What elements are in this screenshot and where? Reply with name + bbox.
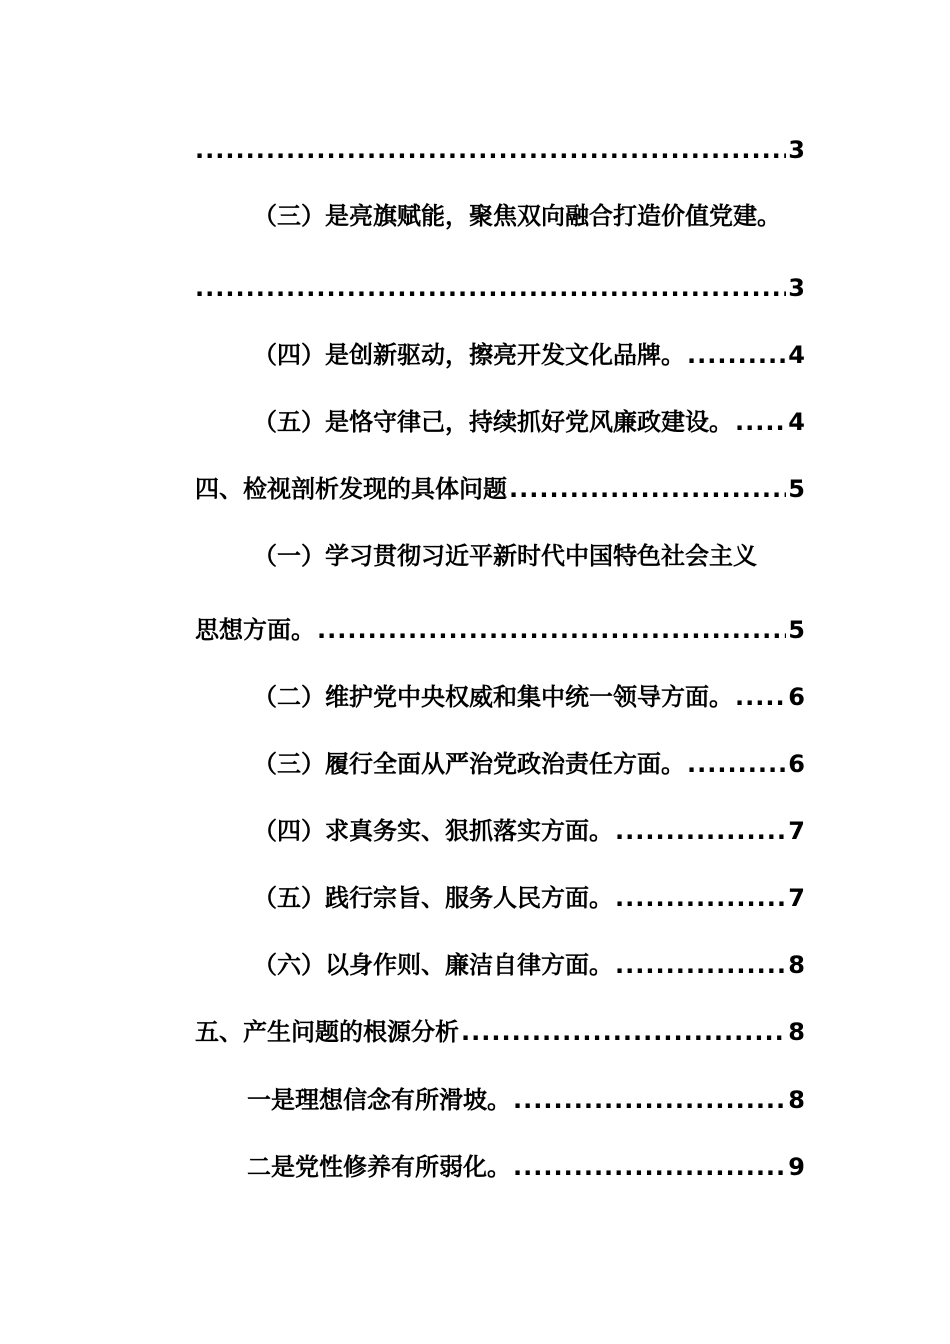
toc-leader-dots <box>615 878 786 918</box>
toc-leader-dots <box>687 744 786 784</box>
toc-page-number: 8 <box>788 951 805 979</box>
toc-entry <box>253 744 805 784</box>
toc-entry-title: 思想方面。 <box>195 616 315 644</box>
toc-page-number: 4 <box>788 341 805 369</box>
toc-entry <box>253 335 805 375</box>
toc-entry-title: 二是党性修养有所弱化。 <box>247 1153 511 1181</box>
toc-page-number: 5 <box>788 475 805 503</box>
toc-entry-title: （三）是亮旗赋能，聚焦双向融合打造价值党建。 <box>253 202 781 230</box>
toc-leader-dots <box>615 945 786 985</box>
toc-entry-title: （五）践行宗旨、服务人民方面。 <box>253 884 613 912</box>
toc-entry-title: （六）以身作则、廉洁自律方面。 <box>253 951 613 979</box>
toc-entry <box>253 878 805 918</box>
toc-entry <box>253 811 805 851</box>
toc-entry-title: （一）学习贯彻习近平新时代中国特色社会主义 <box>253 542 757 570</box>
toc-entry <box>247 1080 805 1120</box>
toc-entry <box>195 469 805 509</box>
toc-page-number: 6 <box>788 683 805 711</box>
toc-page-number: 7 <box>788 884 805 912</box>
toc-leader-dots <box>513 1080 786 1120</box>
toc-entry <box>253 677 805 717</box>
toc-entry-title: （三）履行全面从严治党政治责任方面。 <box>253 750 685 778</box>
toc-leader-dots <box>735 402 786 442</box>
toc-leader-dots <box>687 335 786 375</box>
toc-entry <box>247 1147 805 1187</box>
toc-leader-dots <box>513 1147 786 1187</box>
toc-entry-title: （五）是恪守律己，持续抓好党风廉政建设。 <box>253 408 733 436</box>
toc-entry-title: （四）求真务实、狠抓落实方面。 <box>253 817 613 845</box>
toc-page-number: 3 <box>788 136 805 164</box>
toc-entry-title: 五、产生问题的根源分析 <box>195 1018 459 1046</box>
toc-entry-title: 四、检视剖析发现的具体问题 <box>195 475 507 503</box>
toc-page-number: 9 <box>788 1153 805 1181</box>
toc-leader-dots <box>195 130 786 170</box>
toc-page-number: 7 <box>788 817 805 845</box>
toc-leader-dots <box>195 268 786 308</box>
toc-entry <box>253 945 805 985</box>
toc-entry <box>195 1012 805 1052</box>
toc-entry-continuation <box>195 268 805 308</box>
toc-leader-dots <box>735 677 786 717</box>
toc-entry-title: （四）是创新驱动，擦亮开发文化品牌。 <box>253 341 685 369</box>
toc-entry <box>253 402 805 442</box>
toc-entry <box>253 196 805 236</box>
toc-entry <box>253 536 805 576</box>
toc-leader-dots <box>317 610 786 650</box>
toc-page-number: 3 <box>788 274 805 302</box>
toc-entry-continuation <box>195 130 805 170</box>
toc-entry <box>195 610 805 650</box>
toc-entry-title: （二）维护党中央权威和集中统一领导方面。 <box>253 683 733 711</box>
toc-leader-dots <box>509 469 786 509</box>
toc-page-number: 5 <box>788 616 805 644</box>
toc-entry-title: 一是理想信念有所滑坡。 <box>247 1086 511 1114</box>
toc-page-number: 8 <box>788 1086 805 1114</box>
toc-page-number: 8 <box>788 1018 805 1046</box>
toc-leader-dots <box>615 811 786 851</box>
toc-page-number: 4 <box>788 408 805 436</box>
toc-leader-dots <box>461 1012 786 1052</box>
toc-page-number: 6 <box>788 750 805 778</box>
